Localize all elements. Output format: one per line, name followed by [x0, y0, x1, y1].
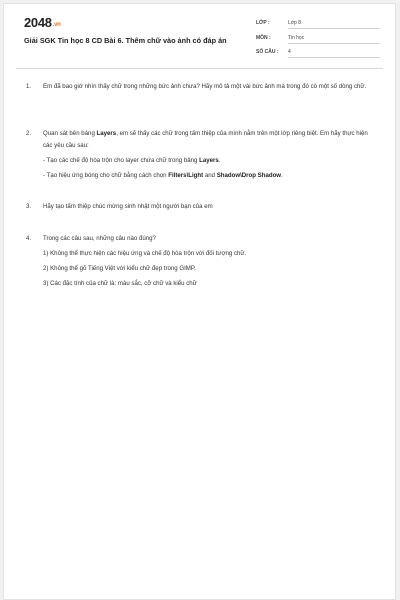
page-header	[4, 4, 395, 62]
question-text: Em đã bao giờ nhìn thấy chữ trong những bức ảnh chưa? Hãy mô tả một vài bức ảnh mà trong đó có một số dòng chữ.	[43, 83, 367, 90]
answer-option-3: 3) Các đặc tính của chữ là: màu sắc, cỡ chữ và kiểu chữ	[43, 280, 197, 287]
question-4	[26, 233, 376, 290]
meta-value-class: Lớp 8	[288, 20, 380, 29]
question-number: 4.	[26, 235, 32, 242]
text-bold: Filters\Light	[168, 172, 204, 179]
text-part: , em sẽ thấy các chữ trong tấm thiệp của mình nằm trên một lớp riêng biệt. Em hãy thực hiện các yêu cầu sau:	[43, 130, 368, 149]
text-bold: Layers	[96, 130, 117, 137]
document-page	[3, 3, 396, 600]
meta-value-count: 4	[288, 49, 380, 58]
text-part: .	[281, 172, 283, 179]
question-number: 3.	[26, 203, 32, 210]
question-number: 2.	[26, 130, 32, 137]
text-bold: Layers	[199, 157, 219, 164]
meta-value-subject: Tin học	[288, 35, 380, 44]
page-title: Giải SGK Tin học 8 CD Bài 6. Thêm chữ vào ảnh có đáp án	[24, 36, 227, 45]
question-text: Hãy tạo tấm thiệp chúc mừng sinh nhật một người bạn của em	[43, 203, 213, 210]
answer-option-2: 2) Không thể gõ Tiếng Việt với kiểu chữ đẹp trong GIMP.	[43, 265, 196, 272]
answer-option-1: 1) Không thể thực hiện các hiệu ứng và chế độ hòa trộn với đối tượng chữ.	[43, 250, 247, 257]
logo-text: 2048	[24, 15, 52, 30]
question-text	[43, 128, 376, 152]
question-2	[26, 128, 376, 182]
header-divider	[16, 68, 383, 69]
question-number: 1.	[26, 83, 32, 90]
meta-label-subject: MÔN :	[256, 35, 271, 41]
text-bold: Shadow\Drop Shadow	[216, 172, 282, 179]
text-part: and	[203, 172, 217, 179]
logo-suffix: .vn	[52, 22, 61, 28]
site-logo[interactable]	[24, 15, 61, 30]
text-part: Quan sát bên bảng	[43, 130, 97, 137]
question-3	[26, 201, 376, 213]
question-1	[26, 81, 376, 93]
question-subitem-2	[43, 170, 376, 182]
text-part: - Tạo các chế độ hòa trộn cho layer chứa chữ trong bảng	[43, 157, 200, 164]
question-text: Trong các câu sau, những câu nào đúng?	[43, 235, 156, 242]
text-part: - Tạo hiệu ứng bóng cho chữ bằng cách chọn	[43, 172, 169, 179]
question-subitem-1	[43, 155, 376, 167]
meta-label-class: LỚP :	[256, 20, 270, 26]
meta-label-count: SỐ CÂU :	[256, 49, 279, 55]
text-part: .	[218, 157, 221, 164]
